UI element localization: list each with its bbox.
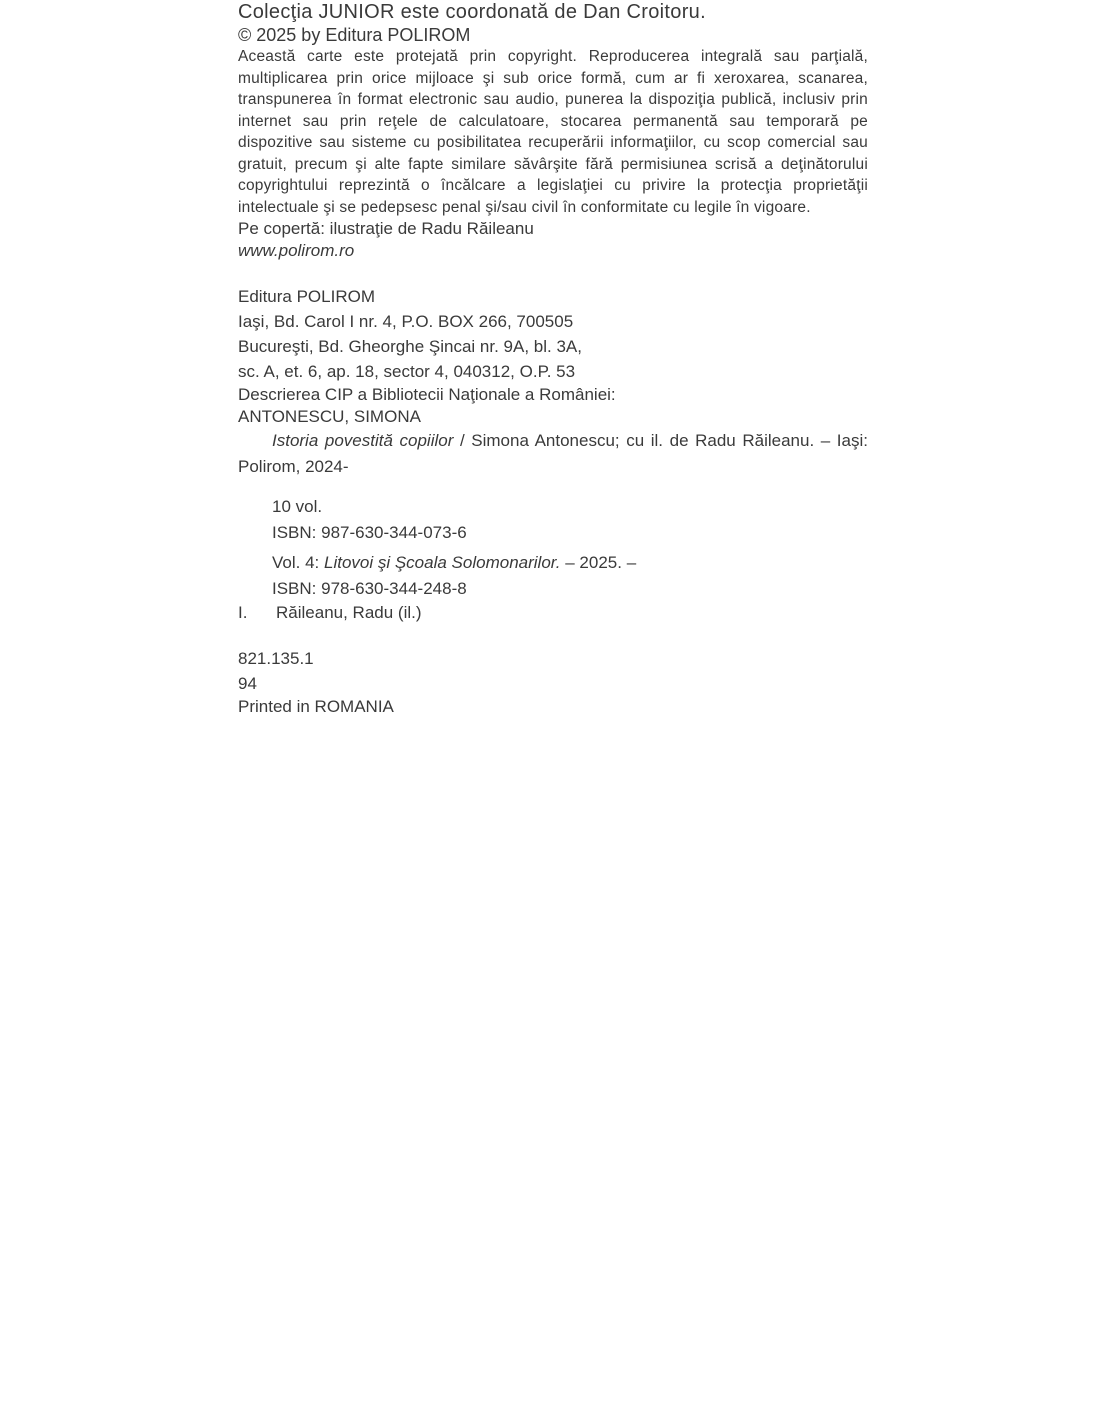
page-content (238, 0, 868, 718)
udc-code: 94 (238, 674, 257, 693)
volume-count: 10 vol. (272, 497, 323, 516)
series-title-statement: / Simona Antonescu; cu il. de Radu Răileanu. – Iaşi: Polirom, 2024- (238, 431, 868, 476)
responsibility-numeral: I. (238, 603, 248, 622)
responsibility-entry (238, 602, 868, 624)
series-title: Istoria povestită copiilor (272, 431, 454, 450)
volume4-label: Vol. 4: (272, 553, 324, 572)
illustrator-name: Răileanu, Radu (il.) (276, 603, 422, 622)
volume4-title-line (272, 550, 868, 576)
publisher-website: www.polirom.ro (238, 241, 355, 260)
cip-description-heading: Descrierea CIP a Bibliotecii Naţionale a României: (238, 385, 616, 404)
publisher-address-line: sc. A, et. 6, ap. 18, sector 4, 040312, O.P. 53 (238, 362, 576, 381)
publisher-address-block (238, 284, 868, 384)
udc-classification-block (238, 646, 868, 696)
publisher-name: Editura POLIROM (238, 287, 375, 306)
series-volume-info (272, 494, 868, 546)
publisher-address-line: Iaşi, Bd. Carol I nr. 4, P.O. BOX 266, 700505 (238, 312, 574, 331)
cip-title-line (238, 428, 868, 480)
volume4-title: Litovoi şi Şcoala Solomonarilor. (323, 553, 561, 572)
collection-note: Colecţia JUNIOR este coordonată de Dan Croitoru. (238, 1, 706, 23)
cip-author-name: ANTONESCU, SIMONA (238, 407, 421, 426)
volume4-year: – 2025. – (560, 553, 637, 572)
copyright-notice-paragraph: Această carte este protejată prin copyright. Reproducerea integrală sau parţială, multiplicarea prin orice mijloace şi sub orice formă, cum ar fi xeroxarea, scanarea, transpunerea în format electronic sau audio, punerea la dispoziţia publică, inclusiv prin internet sau prin reţele de calculatoare, stocarea permanentă sau temporară pe dispozitive sau sisteme cu posibilitatea recuperării informaţiilor, cu scop comercial sau gratuit, precum şi alte fapte similare săvârşite fără permisiunea scrisă a deţinătorului copyrightului reprezintă o încălcare a legislaţiei cu privire la protecţia proprietăţii intelectuale şi se pedepsesc penal şi/sau civil în conformitate cu legile în vigoare. (238, 48, 868, 216)
volume4-info (272, 550, 868, 602)
copyright-line: © 2025 by Editura POLIROM (238, 25, 471, 45)
printed-in-note: Printed in ROMANIA (238, 697, 394, 716)
cover-illustration-credit: Pe copertă: ilustraţie de Radu Răileanu (238, 219, 534, 238)
udc-code: 821.135.1 (238, 649, 314, 668)
series-isbn: ISBN: 987-630-344-073-6 (272, 523, 467, 542)
publisher-address-line: Bucureşti, Bd. Gheorghe Şincai nr. 9A, bl. 3A, (238, 337, 582, 356)
volume4-isbn: ISBN: 978-630-344-248-8 (272, 579, 467, 598)
